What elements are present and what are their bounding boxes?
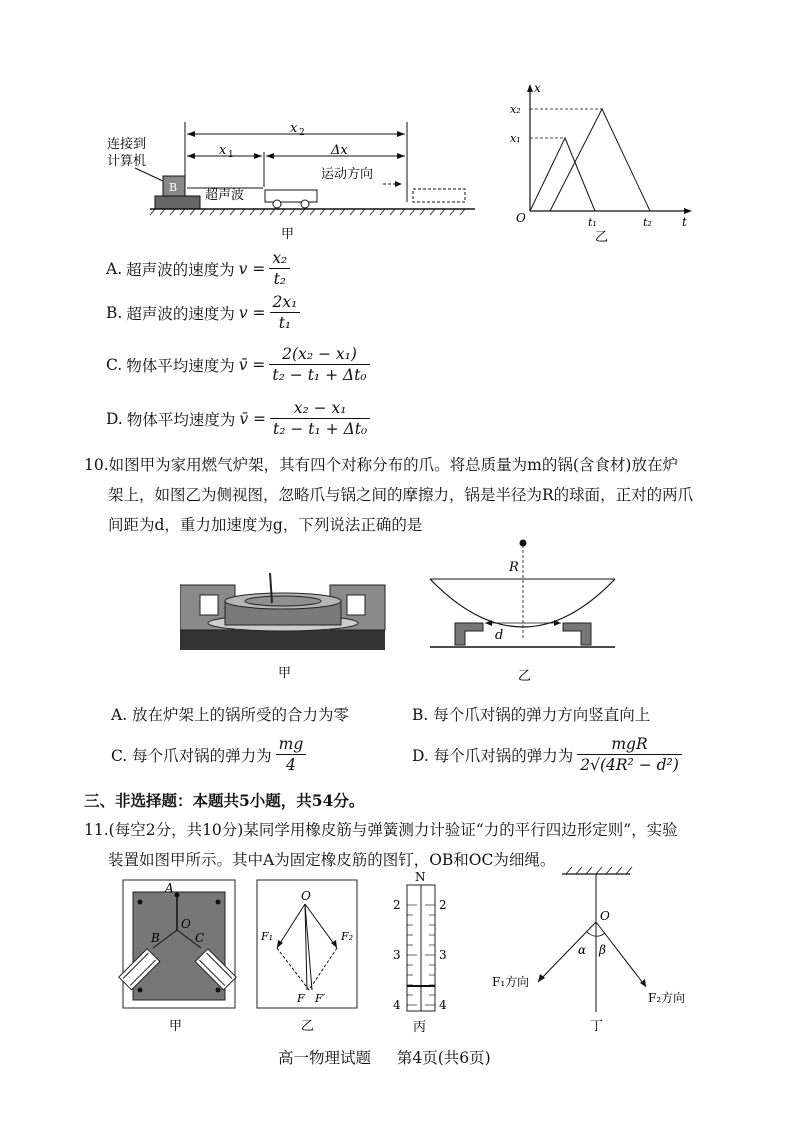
svg-text:3: 3 — [393, 948, 401, 962]
svg-text:F₂方向: F₂方向 — [648, 991, 686, 1005]
footer-page: 第4页(共6页) — [396, 1049, 491, 1067]
q9-option-a: A. 超声波的速度为 v = $\frac{\text{x₂}}{\text{t₂}}$ — [106, 248, 290, 289]
svg-text:B: B — [169, 181, 178, 194]
q11-bing-caption: 丙 — [413, 1020, 427, 1035]
svg-text:A: A — [165, 881, 174, 895]
svg-text:C: C — [195, 931, 205, 945]
svg-text:O: O — [600, 909, 610, 923]
q10-stem: 10.如图甲为家用燃气炉架，其有四个对称分布的爪。将总质量为m的锅(含食材)放在炉 架上，如图乙为侧视图，忽略爪与锅之间的摩擦力，锅是半径为R的球面，正对的两爪 间距为d，重力加速度为g，下列说法正确的是 — [84, 456, 694, 534]
q9-yi-line-2 — [550, 109, 650, 211]
svg-text:1: 1 — [228, 150, 234, 160]
footer-title: 高一物理试题 — [278, 1049, 372, 1067]
q10-figure-jia — [180, 565, 390, 685]
svg-text:B: B — [151, 931, 160, 945]
q10-number: 10. — [84, 456, 109, 474]
q10-option-d: D. 每个爪对锅的弹力为 $\frac{\text{mgR}}{\text{2√(4R² − d²)}}$ — [412, 734, 682, 775]
svg-text:F₁: F₁ — [261, 930, 274, 943]
q11-figure-bing — [385, 865, 455, 1040]
q11-stem: 11.(每空2分，共10分)某同学用橡皮筋与弹簧测力计验证“力的平行四边形定则”，实验 装置如图甲所示。其中A为固定橡皮筋的图钉，OB和OC为细绳。 — [84, 821, 678, 869]
q9-option-c: C. 物体平均速度为 v̄ = $\frac{\text{2(x₂ − x₁)}}{\text{t₂ − t₁ + Δt₀}}$ — [106, 344, 370, 385]
q9-jia-ultrasound: 超声波 — [205, 188, 245, 203]
q11-jia-caption: 甲 — [169, 1019, 183, 1034]
q9-option-d: D. 物体平均速度为 v̄ = $\frac{\text{x₂ − x₁}}{\text{t₂ − t₁ + Δt₀}}$ — [106, 398, 370, 439]
q9-jia-caption: 甲 — [281, 227, 295, 242]
svg-text:4: 4 — [439, 998, 447, 1012]
q9-jia-connect-2: 计算机 — [107, 154, 147, 169]
q11-ding-caption: 丁 — [590, 1019, 604, 1034]
svg-text:O: O — [516, 211, 526, 225]
svg-text:F: F — [297, 992, 305, 1005]
q10-option-c: C. 每个爪对锅的弹力为 $\frac{mg}{4}$ — [111, 734, 306, 775]
svg-text:x₁: x₁ — [510, 132, 521, 145]
svg-text:2: 2 — [393, 898, 401, 912]
q10-option-b: B. 每个爪对锅的弹力方向竖直向上 — [412, 706, 651, 724]
q9-jia-x2: x — [290, 121, 298, 136]
q10-option-a: A. 放在炉架上的锅所受的合力为零 — [111, 706, 350, 724]
q9-figure-jia — [95, 112, 480, 242]
svg-text:t₁: t₁ — [588, 216, 597, 229]
svg-text:N: N — [415, 870, 426, 884]
q9-jia-dx: Δx — [331, 143, 348, 158]
svg-text:F₂: F₂ — [341, 930, 354, 943]
section3-title: 三、非选择题：本题共5小题，共54分。 — [84, 791, 365, 810]
q9-yi-caption: 乙 — [595, 230, 609, 243]
svg-text:d: d — [495, 628, 504, 643]
q11-figure-ding — [480, 862, 710, 1040]
svg-text:2: 2 — [439, 898, 447, 912]
q10-yi-caption: 乙 — [518, 669, 532, 684]
svg-text:O: O — [181, 917, 191, 931]
svg-text:F₁方向: F₁方向 — [492, 975, 530, 989]
svg-text:α: α — [578, 943, 587, 957]
q11-figure-yi — [255, 878, 365, 1038]
svg-text:O: O — [301, 889, 311, 903]
svg-text:3: 3 — [439, 948, 447, 962]
svg-text:x: x — [534, 81, 541, 95]
q9-jia-x1: x — [219, 143, 227, 158]
svg-text:R: R — [509, 560, 519, 575]
footer — [278, 1046, 491, 1071]
q11-number: 11. — [84, 821, 109, 839]
q9-figure-yi — [500, 78, 700, 243]
svg-text:F′: F′ — [315, 992, 326, 1005]
q9-yi-line-1 — [530, 138, 595, 211]
svg-text:2: 2 — [299, 128, 305, 138]
svg-text:β: β — [599, 943, 606, 957]
q11-yi-caption: 乙 — [301, 1019, 315, 1034]
svg-text:x₂: x₂ — [510, 103, 521, 116]
q10-jia-caption: 甲 — [278, 666, 292, 681]
svg-text:4: 4 — [393, 998, 401, 1012]
q9-option-b: B. 超声波的速度为 v = $\frac{\text{2x₁}}{\text{t₁}}$ — [106, 292, 300, 333]
q11-figure-jia — [105, 878, 245, 1038]
q9-jia-direction: 运动方向 — [321, 167, 374, 182]
svg-text:t₂: t₂ — [643, 216, 652, 229]
q9-jia-connect-1: 连接到 — [107, 137, 147, 152]
svg-text:t: t — [682, 215, 687, 229]
q10-figure-yi — [425, 535, 625, 685]
